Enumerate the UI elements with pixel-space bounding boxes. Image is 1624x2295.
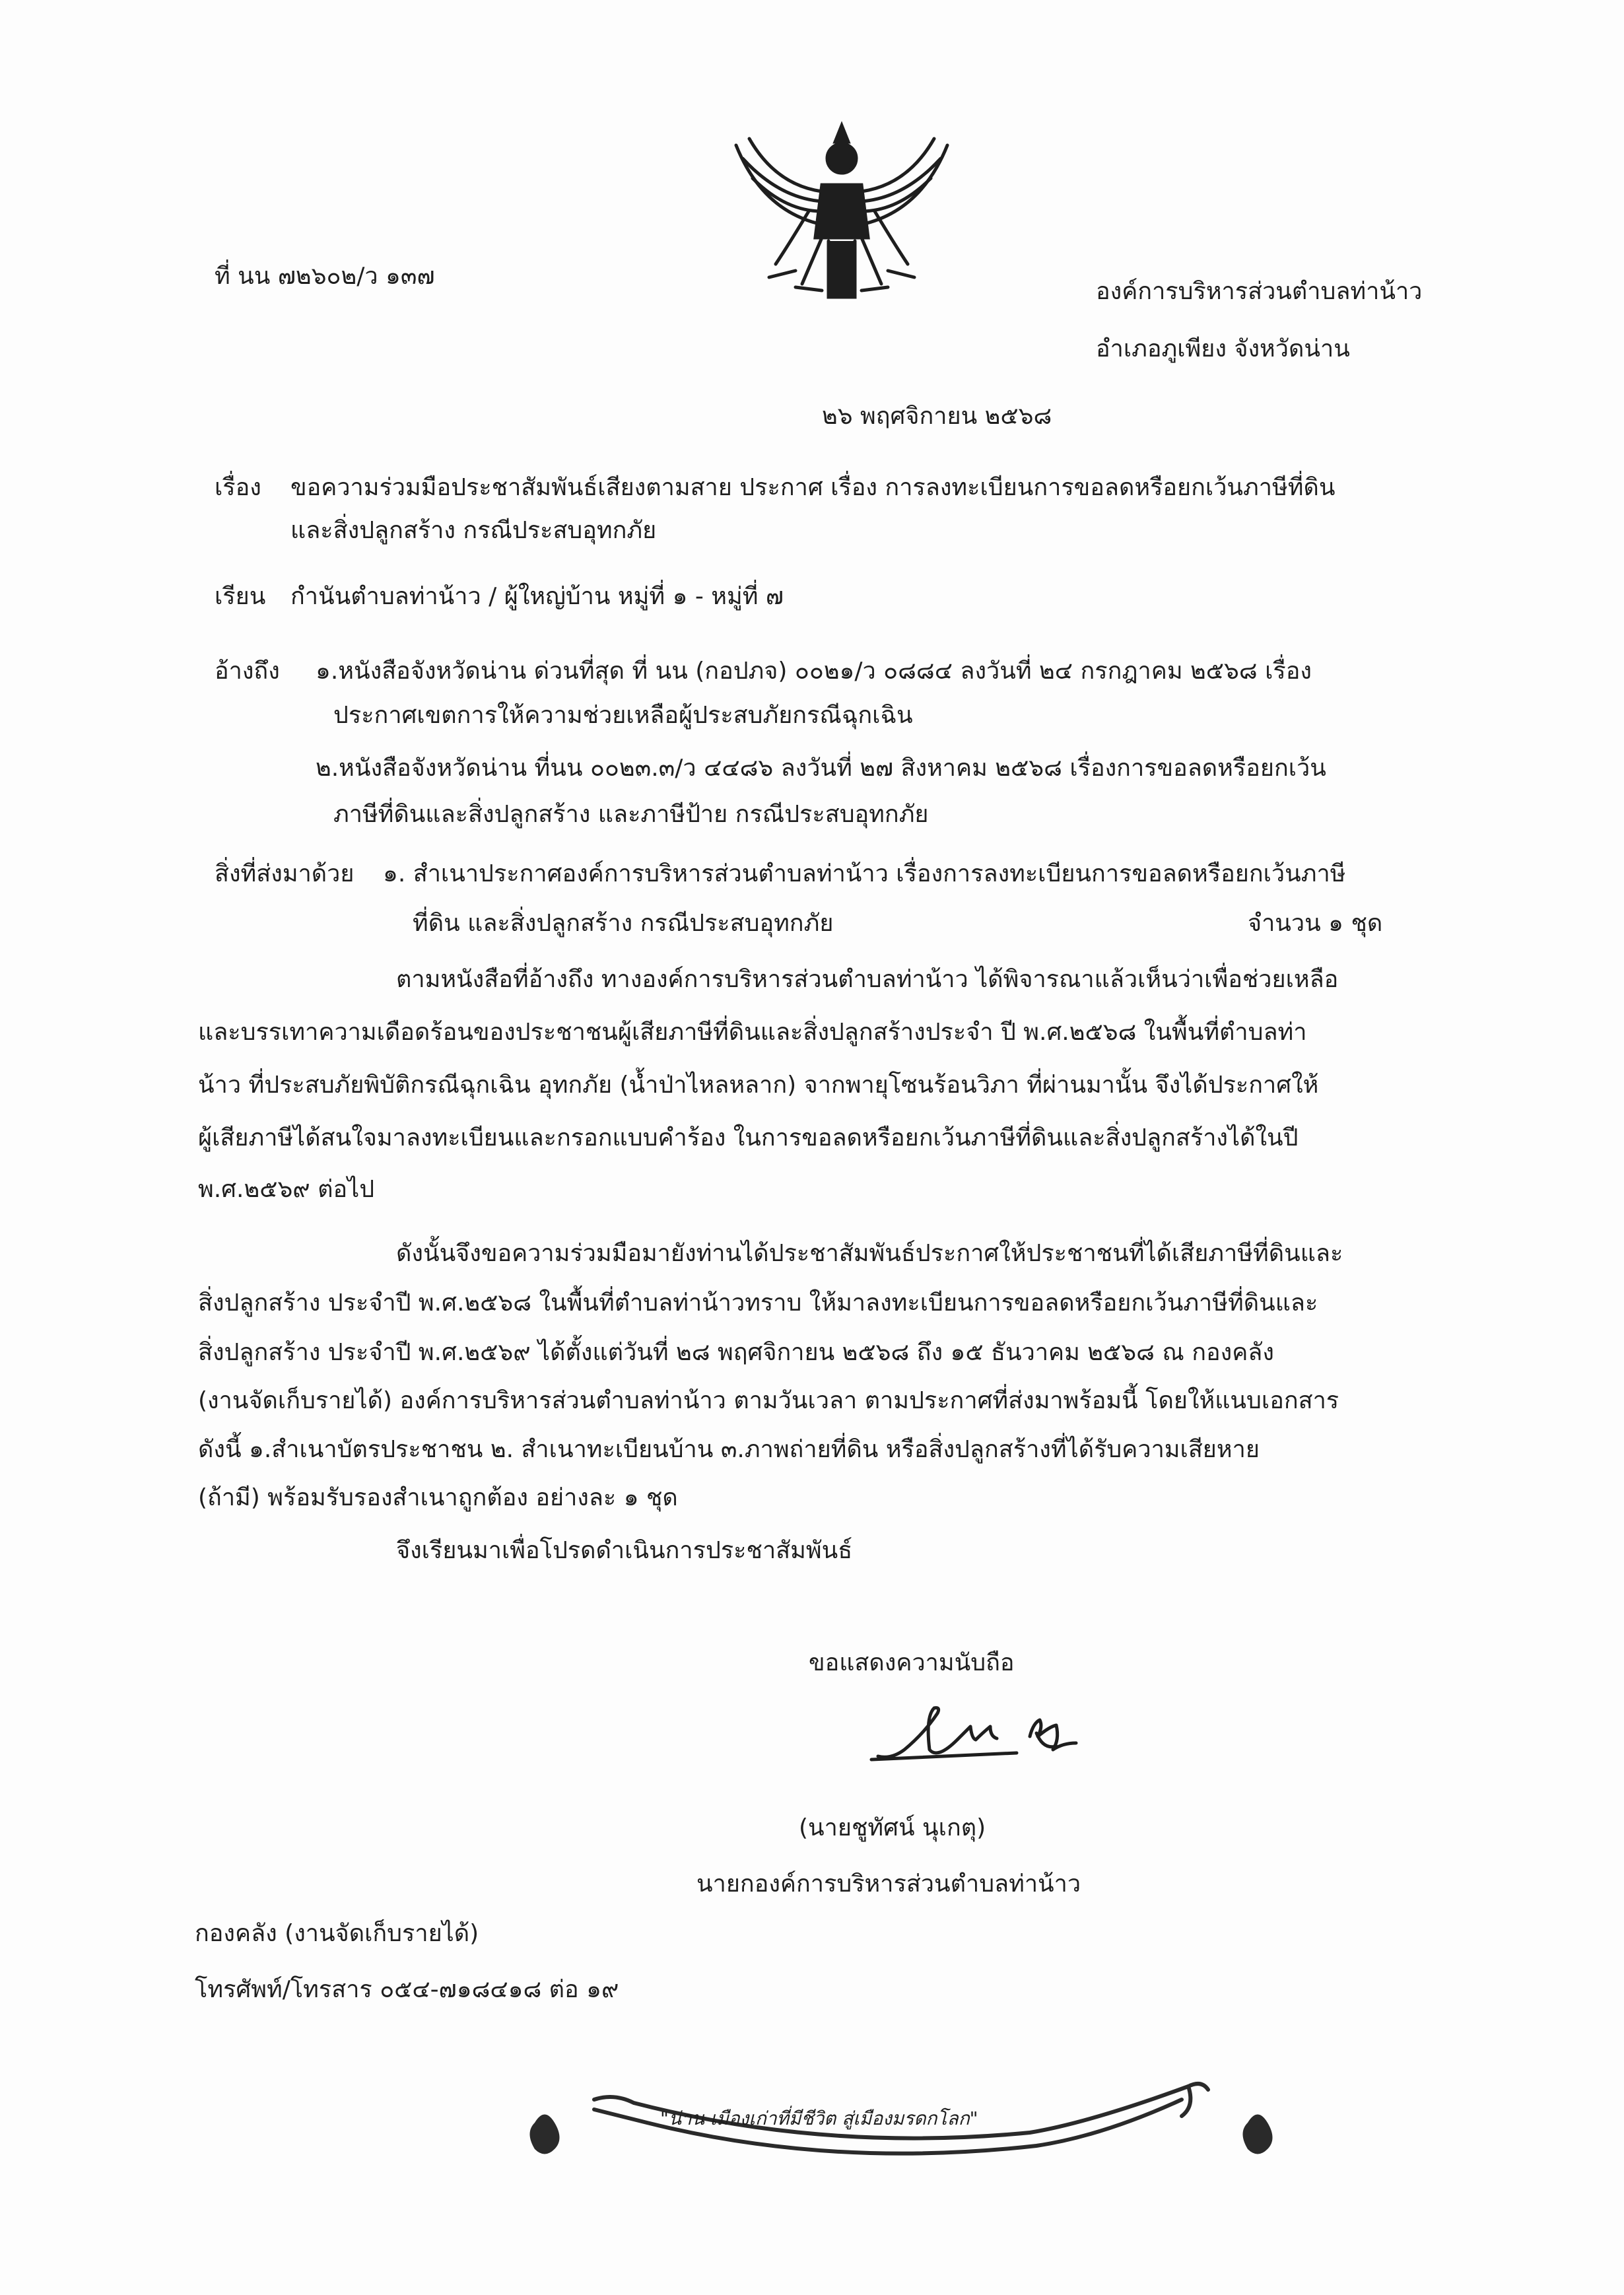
- enclosure-line-1: ๑. สำเนาประกาศองค์การบริหารส่วนตำบลท่าน้าว เรื่องการลงทะเบียนการขอลดหรือยกเว้นภาษี: [383, 860, 1346, 887]
- org-name: องค์การบริหารส่วนตำบลท่าน้าว: [1096, 278, 1423, 305]
- letter-date: ๒๖ พฤศจิกายน ๒๕๖๘: [822, 403, 1052, 430]
- paragraph-2-line-6: (ถ้ามี) พร้อมรับรองสำเนาถูกต้อง อย่างละ ๑ ชุด: [198, 1484, 678, 1511]
- salutation: ขอแสดงความนับถือ: [809, 1649, 1015, 1676]
- reference-label: อ้างถึง: [215, 658, 280, 685]
- paragraph-2-line-2: สิ่งปลูกสร้าง ประจำปี พ.ศ.๒๕๖๘ ในพื้นที่ตำบลท่าน้าวทราบ ให้มาลงทะเบียนการขอลดหรือยกเว้นภาษีที่ดินและ: [198, 1289, 1318, 1317]
- contact-phone: โทรศัพท์/โทรสาร ๐๕๔-๗๑๘๔๑๘ ต่อ ๑๙: [195, 1976, 619, 2003]
- paragraph-2-line-1: ดังนั้นจึงขอความร่วมมือมายังท่านได้ประชาสัมพันธ์ประกาศให้ประชาชนที่ได้เสียภาษีที่ดินและ: [396, 1240, 1343, 1267]
- paragraph-1-line-2: และบรรเทาความเดือดร้อนของประชาชนผู้เสียภาษีที่ดินและสิ่งปลูกสร้างประจำ ปี พ.ศ.๒๕๖๘ ในพื้นที่ตำบลท่า: [198, 1019, 1307, 1046]
- garuda-emblem-icon: [729, 112, 954, 310]
- subject-line-2: และสิ่งปลูกสร้าง กรณีประสบอุทกภัย: [290, 517, 657, 544]
- paragraph-1-line-1: ตามหนังสือที่อ้างถึง ทางองค์การบริหารส่วนตำบลท่าน้าว ได้พิจารณาแล้วเห็นว่าเพื่อช่วยเหลือ: [396, 966, 1339, 993]
- reference-item-2-line-2: ภาษีที่ดินและสิ่งปลูกสร้าง และภาษีป้าย กรณีประสบอุทกภัย: [333, 801, 929, 828]
- footer-slogan: "น่าน เมืองเก่าที่มีชีวิต สู่เมืองมรดกโลก": [660, 2107, 978, 2129]
- reference-item-1-line-1: ๑.หนังสือจังหวัดน่าน ด่วนที่สุด ที่ นน (กอปภจ) ๐๐๒๑/ว ๐๘๘๔ ลงวันที่ ๒๔ กรกฎาคม ๒๕๖๘ เรื่อง: [316, 658, 1312, 685]
- closing-request: จึงเรียนมาเพื่อโปรดดำเนินการประชาสัมพันธ์: [396, 1537, 853, 1564]
- reference-number: ที่ นน ๗๒๖๐๒/ว ๑๓๗: [215, 263, 435, 290]
- subject-line-1: ขอความร่วมมือประชาสัมพันธ์เสียงตามสาย ประกาศ เรื่อง การลงทะเบียนการขอลดหรือยกเว้นภาษีที่ดิน: [290, 474, 1336, 501]
- enclosure-quantity: จำนวน ๑ ชุด: [1248, 910, 1383, 937]
- reference-item-2-line-1: ๒.หนังสือจังหวัดน่าน ที่นน ๐๐๒๓.๓/ว ๔๔๘๖ ลงวันที่ ๒๗ สิงหาคม ๒๕๖๘ เรื่องการขอลดหรือยกเว้น: [316, 755, 1326, 782]
- paragraph-2-line-4: (งานจัดเก็บรายได้) องค์การบริหารส่วนตำบลท่าน้าว ตามวันเวลา ตามประกาศที่ส่งมาพร้อมนี้ โดยให้แนบเอกสาร: [198, 1387, 1339, 1414]
- enclosure-label: สิ่งที่ส่งมาด้วย: [215, 860, 355, 887]
- paragraph-1-line-3: น้าว ที่ประสบภัยพิบัติกรณีฉุกเฉิน อุทกภัย (น้ำป่าไหลหลาก) จากพายุโซนร้อนวิภา ที่ผ่านมานั้น จึงได้ประกาศให้: [198, 1072, 1319, 1099]
- recipient-label: เรียน: [215, 583, 266, 610]
- contact-department: กองคลัง (งานจัดเก็บรายได้): [195, 1920, 479, 1947]
- subject-label: เรื่อง: [215, 474, 261, 501]
- reference-item-1-line-2: ประกาศเขตการให้ความช่วยเหลือผู้ประสบภัยกรณีฉุกเฉิน: [333, 702, 913, 729]
- paragraph-2-line-3: สิ่งปลูกสร้าง ประจำปี พ.ศ.๒๕๖๙ ได้ตั้งแต่วันที่ ๒๘ พฤศจิกายน ๒๕๖๘ ถึง ๑๕ ธันวาคม ๒๕๖๘ ณ กองคลัง: [198, 1339, 1274, 1366]
- org-address: อำเภอภูเพียง จังหวัดน่าน: [1096, 335, 1350, 362]
- handwritten-signature: [865, 1687, 1102, 1779]
- paragraph-1-line-5: พ.ศ.๒๕๖๙ ต่อไป: [198, 1176, 375, 1203]
- paragraph-2-line-5: ดังนี้ ๑.สำเนาบัตรประชาชน ๒. สำเนาทะเบียนบ้าน ๓.ภาพถ่ายที่ดิน หรือสิ่งปลูกสร้างที่ได้รับความเสียหาย: [198, 1436, 1260, 1463]
- signatory-title: นายกองค์การบริหารส่วนตำบลท่าน้าว: [696, 1870, 1081, 1898]
- paragraph-1-line-4: ผู้เสียภาษีได้สนใจมาลงทะเบียนและกรอกแบบคำร้อง ในการขอลดหรือยกเว้นภาษีที่ดินและสิ่งปลูกสร้างได้ในปี: [198, 1124, 1299, 1151]
- signatory-name: (นายชูทัศน์ นุเกตุ): [799, 1814, 986, 1841]
- enclosure-line-2: ที่ดิน และสิ่งปลูกสร้าง กรณีประสบอุทกภัย: [413, 910, 834, 937]
- recipient-text: กำนันตำบลท่าน้าว / ผู้ใหญ่บ้าน หมู่ที่ ๑ - หมู่ที่ ๗: [290, 583, 784, 610]
